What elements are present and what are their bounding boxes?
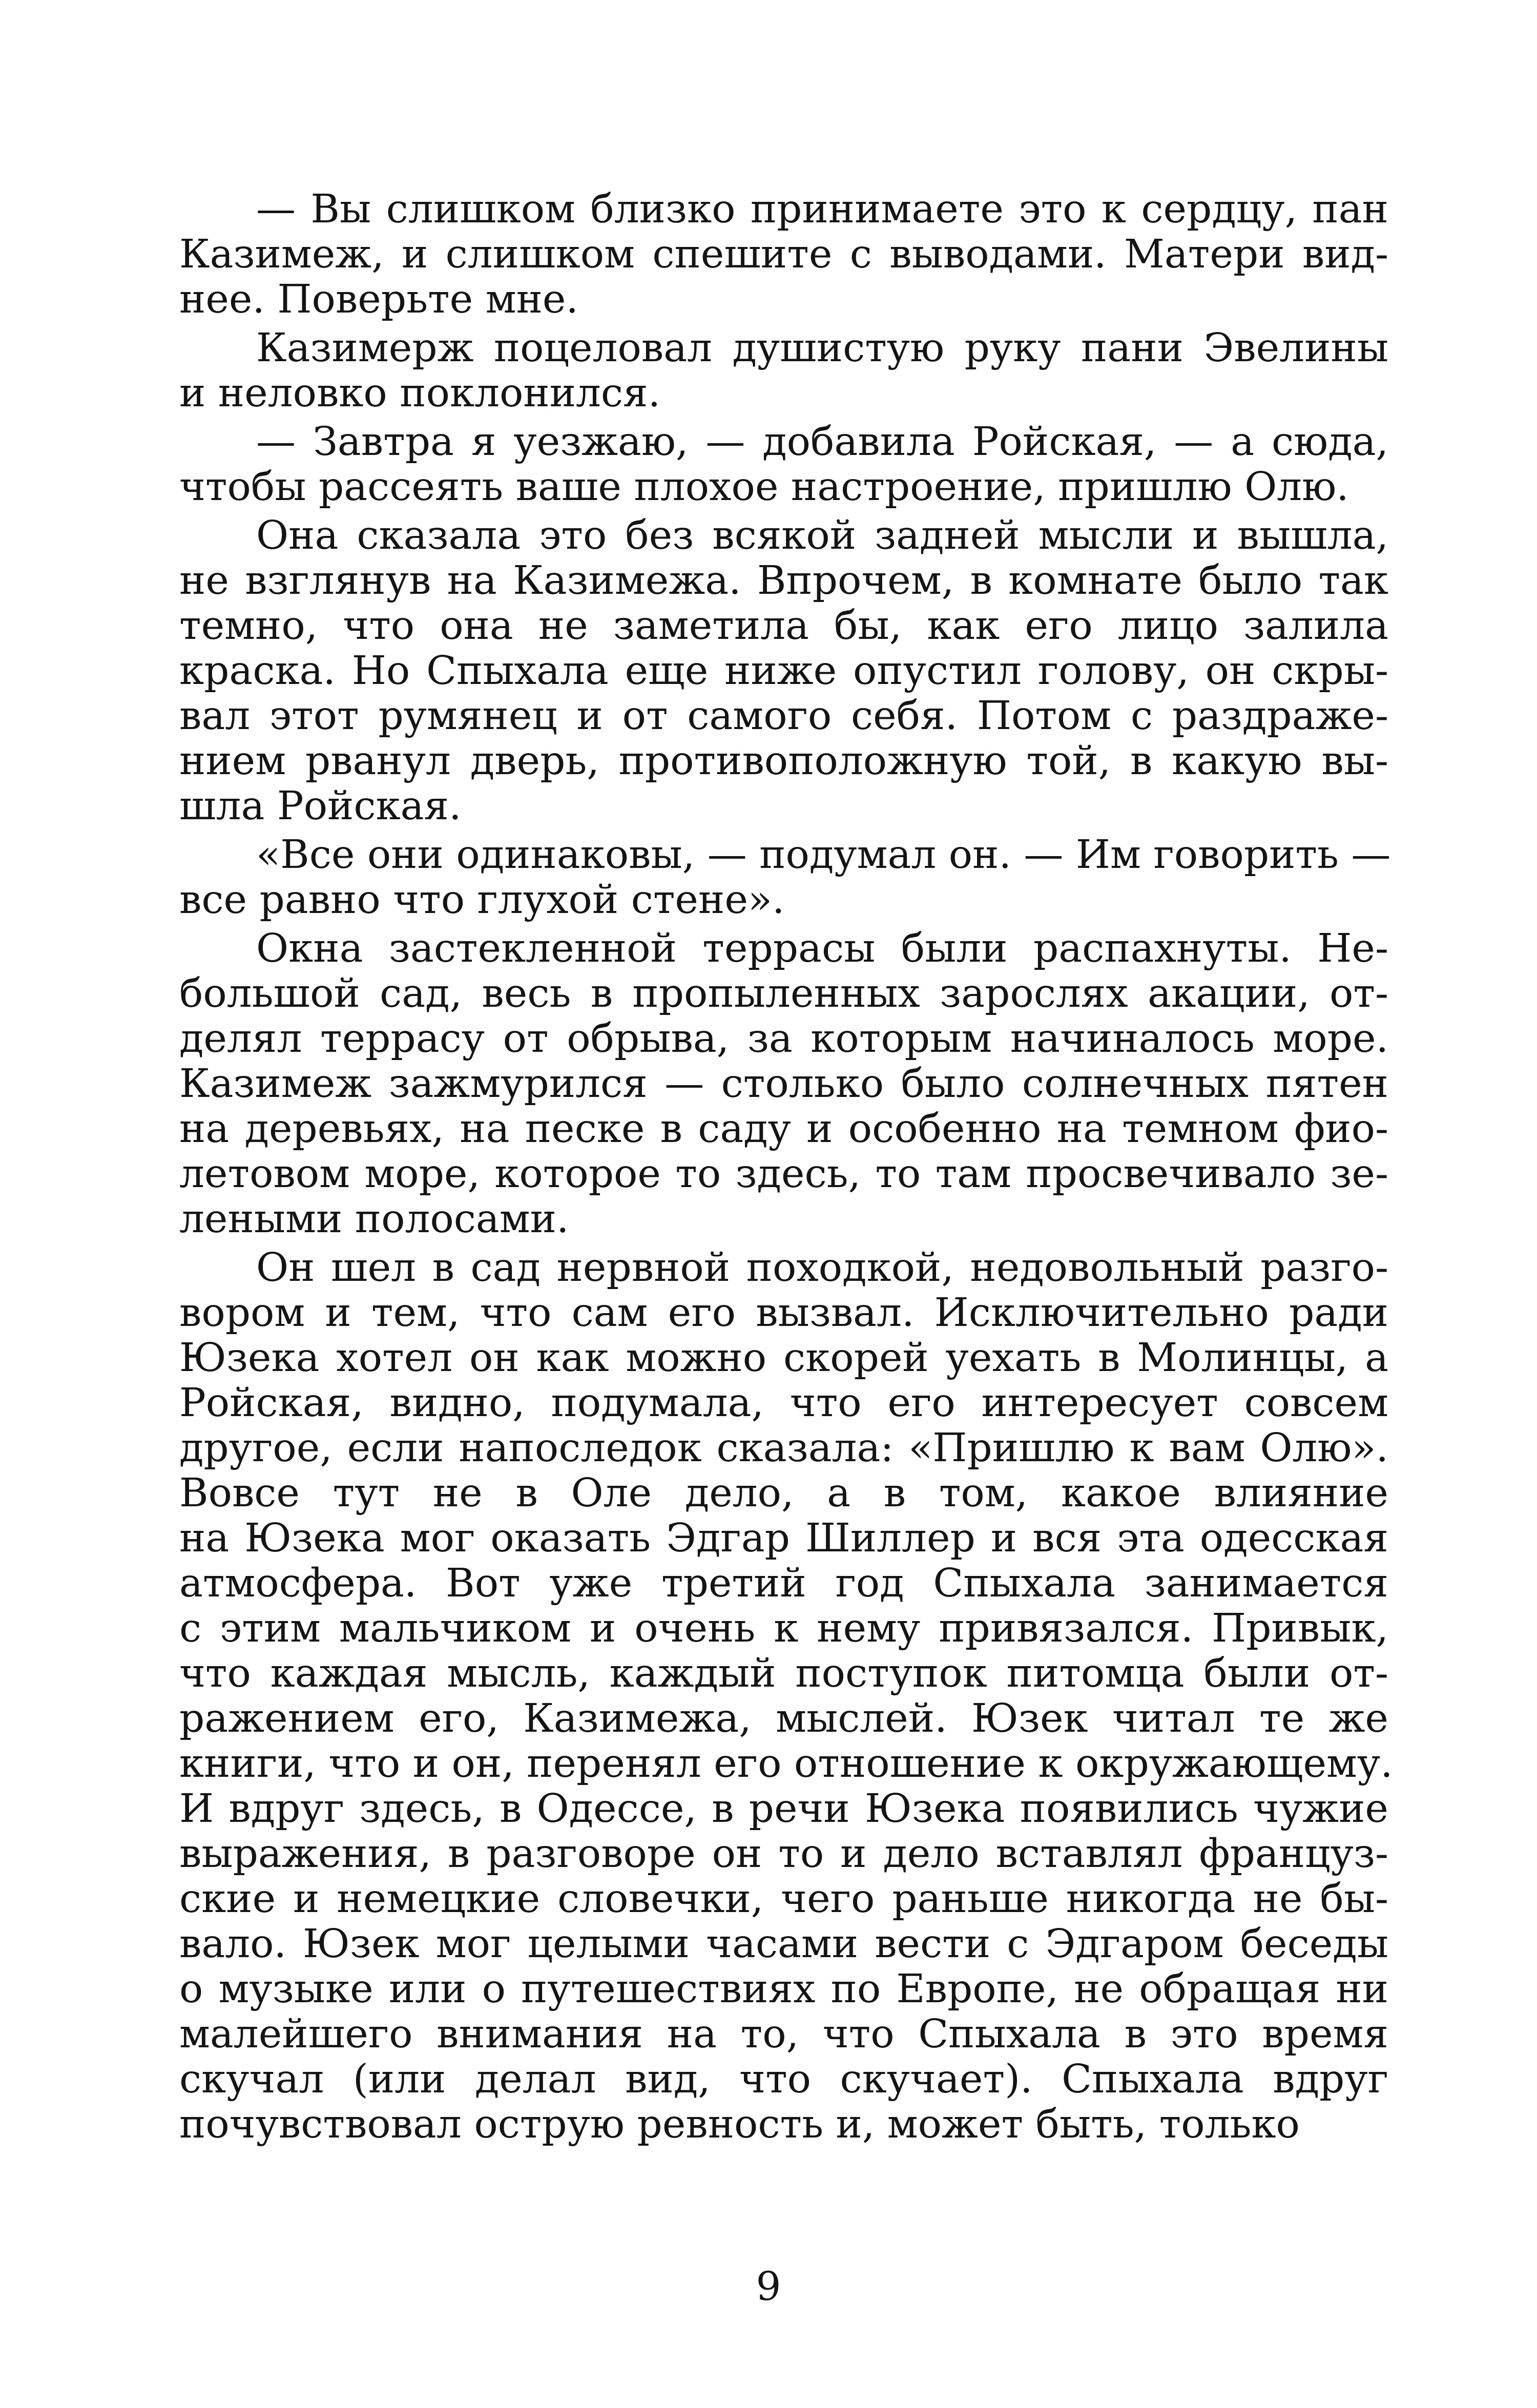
text-line: Окна застекленной террасы были распахнуты. Не- [256, 926, 1388, 971]
text-line: на деревьях, на песке в саду и особенно на темном фио- [179, 1106, 1388, 1152]
text-line: другое, если напоследок сказала: «Пришлю к вам Олю». [179, 1425, 1388, 1471]
text-line: Она сказала это без всякой задней мысли и вышла, [256, 513, 1388, 558]
text-line: вал этот румянец и от самого себя. Потом с раздраже- [179, 693, 1388, 739]
text-line: не взглянув на Казимежа. Впрочем, в комнате было так [179, 558, 1388, 604]
text-line: чтобы рассеять ваше плохое настроение, пришлю Олю. [179, 464, 1349, 510]
text-line: выражения, в разговоре он то и дело вставлял француз- [179, 1831, 1388, 1877]
text-line: на Юзека мог оказать Эдгар Шиллер и вся эта одесская [179, 1516, 1388, 1561]
text-line: ские и немецкие словечки, чего раньше никогда не бы- [179, 1876, 1388, 1922]
text-line: И вдруг здесь, в Одессе, в речи Юзека появились чужие [179, 1786, 1388, 1832]
text-line: нее. Поверьте мне. [179, 277, 578, 322]
text-line: Казимерж поцеловал душистую руку пани Эвелины [256, 325, 1388, 371]
paragraph [179, 420, 1388, 510]
text-line: и неловко поклонился. [179, 370, 661, 416]
page-number: 9 [756, 2264, 781, 2310]
text-line: делял террасу от обрыва, за которым начиналось море. [179, 1016, 1388, 1062]
text-line: Он шел в сад нервной походкой, недовольный разго- [256, 1245, 1388, 1291]
text-line: летовом море, которое то здесь, то там просвечивало зе- [179, 1151, 1388, 1197]
text-line: — Завтра я уезжаю, — добавила Ройская, — а сюда, [256, 419, 1388, 465]
text-column [179, 186, 1393, 2147]
text-line: большой сад, весь в пропыленных зарослях акации, от- [179, 971, 1388, 1016]
text-line: шла Ройская. [179, 783, 462, 829]
text-line: — Вы слишком близко принимаете это к сердцу, пан [256, 186, 1388, 232]
text-line: ражением его, Казимежа, мыслей. Юзек читал те же [179, 1696, 1388, 1741]
paragraph [179, 513, 1388, 829]
text-line: скучал (или делал вид, что скучает). Спыхала вдруг [179, 2057, 1388, 2102]
text-line: вором и тем, что сам его вызвал. Исключительно ради [179, 1290, 1388, 1336]
text-line: нием рванул дверь, противоположную той, в какую вы- [179, 738, 1388, 784]
paragraph [179, 1245, 1393, 2147]
paragraph [179, 187, 1388, 322]
text-line: что каждая мысль, каждый поступок питомца были от- [179, 1651, 1388, 1696]
text-line: леными полосами. [179, 1196, 569, 1242]
text-line: Казимеж, и слишком спешите с выводами. Матери вид- [179, 232, 1388, 277]
text-line: почувствовал острую ревность и, может быть, только [179, 2102, 1300, 2147]
text-line: темно, что она не заметила бы, как его лицо залила [179, 603, 1388, 649]
text-line: атмосфера. Вот уже третий год Спыхала занимается [179, 1561, 1388, 1606]
text-line: Казимеж зажмурился — столько было солнечных пятен [179, 1061, 1388, 1107]
text-line: Ройская, видно, подумала, что его интересует совсем [179, 1380, 1388, 1426]
paragraph [179, 926, 1388, 1242]
text-line: с этим мальчиком и очень к нему привязался. Привык, [179, 1606, 1388, 1651]
text-line: вало. Юзек мог целыми часами вести с Эдгаром беседы [179, 1921, 1388, 1967]
text-line: «Все они одинаковы, — подумал он. — Им говорить — [256, 832, 1391, 878]
text-line: книги, что и он, перенял его отношение к окружающему. [179, 1741, 1393, 1787]
paragraph [179, 326, 1388, 416]
text-line: Вовсе тут не в Оле дело, а в том, какое влияние [179, 1470, 1388, 1516]
text-line: малейшего внимания на то, что Спыхала в это время [179, 2011, 1388, 2057]
text-line: все равно что глухой стене». [179, 877, 785, 923]
paragraph [179, 832, 1391, 923]
text-line: краска. Но Спыхала еще ниже опустил голову, он скры- [179, 648, 1388, 694]
text-line: Юзека хотел он как можно скорей уехать в Молинцы, а [179, 1335, 1388, 1381]
text-line: о музыке или о путешествиях по Европе, не обращая ни [179, 1966, 1388, 2012]
